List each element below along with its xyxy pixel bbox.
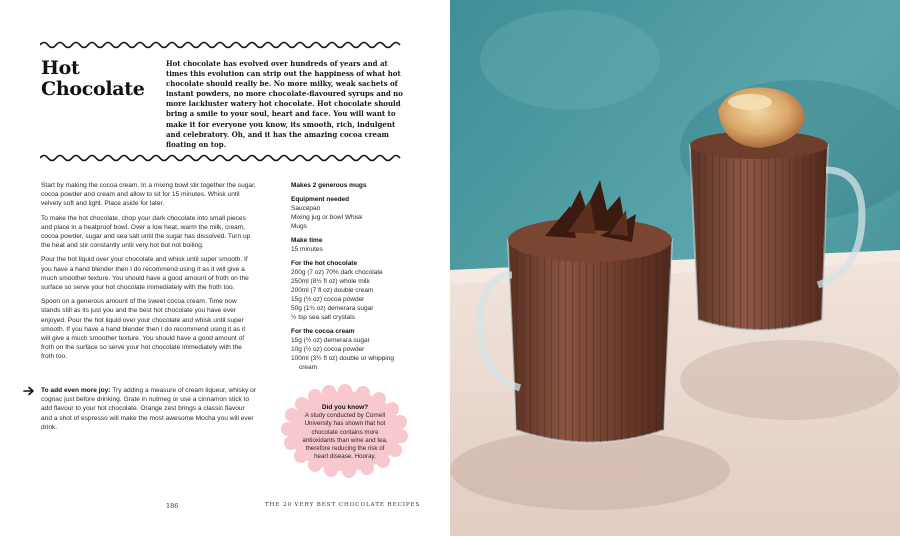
equipment-item: Mugs <box>291 223 307 230</box>
recipe-panel <box>291 181 416 372</box>
arrow-right-icon <box>23 386 35 396</box>
badge-title: Did you know? <box>321 404 369 411</box>
ingredient: 100ml (3½ fl oz) double or whipping <box>291 355 394 362</box>
badge-text-block <box>299 404 391 461</box>
title-line-2: Chocolate <box>41 78 145 100</box>
page-number: 186 <box>166 502 179 510</box>
tip-label: To add even more joy: <box>41 387 111 394</box>
bottom-ornament <box>40 153 406 163</box>
title-line-1: Hot <box>41 57 80 79</box>
makes-label: Makes 2 generous mugs <box>291 182 367 189</box>
time-value: 15 minutes <box>291 246 323 253</box>
ingredient: 200g (7 oz) 70% dark chocolate <box>291 269 383 276</box>
top-ornament <box>40 40 406 50</box>
ingredient: ½ tsp sea salt crystals <box>291 314 355 321</box>
right-page <box>450 0 900 536</box>
cocoa-cream-heading: For the cocoa cream <box>291 328 355 335</box>
tip-box <box>41 386 256 432</box>
did-you-know-badge <box>279 382 411 480</box>
hot-chocolate-heading: For the hot chocolate <box>291 260 358 267</box>
method-step: Spoon on a generous amount of the sweet cocoa cream. Time now stands still as its just you and the best hot chocolate you have ever enjoyed. Pour the hot liquid over your chocolate and whisk until super smooth. If you have a hand blender then I do recommend using it as it will give a much smoother texture. You should have a good amount of froth on the surface so serve your hot chocolate immediately with the froth too. <box>41 298 246 361</box>
hot-chocolate-photo <box>450 0 900 536</box>
method-step: Start by making the cocoa cream. In a mixing bowl stir together the sugar, cocoa powder and cream and allow to sit for 15 minutes. Whisk until velvety soft and light. Place aside for later. <box>41 182 256 208</box>
intro-paragraph: Hot chocolate has evolved over hundreds of years and at times this evolution can strip out the happiness of what hot chocolate should really be. No more milky, weak sachets of instant powders, no more chocolate-flavoured syrups and no more lackluster watery hot chocolate. Hot chocolate should bring a smile to your soul, heart and face. You will want to make it for everyone you know, its smooth, rich, indulgent and celebratory. Oh, and it has the amazing cocoa cream floating on top. <box>166 59 403 149</box>
running-title: THE 20 VERY BEST CHOCOLATE RECIPES <box>265 502 421 508</box>
method-section <box>41 181 256 367</box>
equipment-item: Mixing jug or bowl Whisk <box>291 214 363 221</box>
method-step: To make the hot chocolate, chop your dark chocolate into small pieces and place in a heatproof bowl. Over a low heat, warm the milk, cream, cocoa powder, sugar and sea salt until the sugar has dissolved. Turn up the heat and stir constantly until very hot but not boiling. <box>41 214 251 250</box>
time-heading: Make time <box>291 237 323 244</box>
tip-text: Try adding a measure of cream liqueur, whisky or cognac just before drinking. Grate in nutmeg or use a cinnamon stick to add flavour to your hot chocolate. Orange zest brings a classic flavour and a shot of espresso will make the most awesome Mocha you will ever drink. <box>41 387 256 431</box>
ingredient: 15g (½ oz) demerara sugar <box>291 337 370 344</box>
ingredient: 10g (½ oz) cocoa powder <box>291 346 365 353</box>
ingredient: 15g (½ oz) cocoa powder <box>291 296 365 303</box>
ingredient: 200ml (7 fl oz) double cream <box>291 287 374 294</box>
ingredient: cream <box>299 364 318 371</box>
page-title <box>41 58 145 100</box>
ingredient: 250ml (8½ fl oz) whole milk <box>291 278 370 285</box>
equipment-heading: Equipment needed <box>291 196 350 203</box>
badge-body: A study conducted by Cornell University has shown that hot chocolate contains more antioxidants than wine and tea, therefore reducing the risk of heart disease. Hooray. <box>302 412 388 461</box>
ingredient: 50g (1¾ oz) demerara sugar <box>291 305 374 312</box>
equipment-item: Saucepan <box>291 205 321 212</box>
method-step: Pour the hot liquid over your chocolate and whisk until super smooth. If you have a hand blender then I do recommend using it as it will give a much smoother texture. You should have a good amount of froth on the surface so serve your hot chocolate immediately with the froth too. <box>41 256 249 292</box>
